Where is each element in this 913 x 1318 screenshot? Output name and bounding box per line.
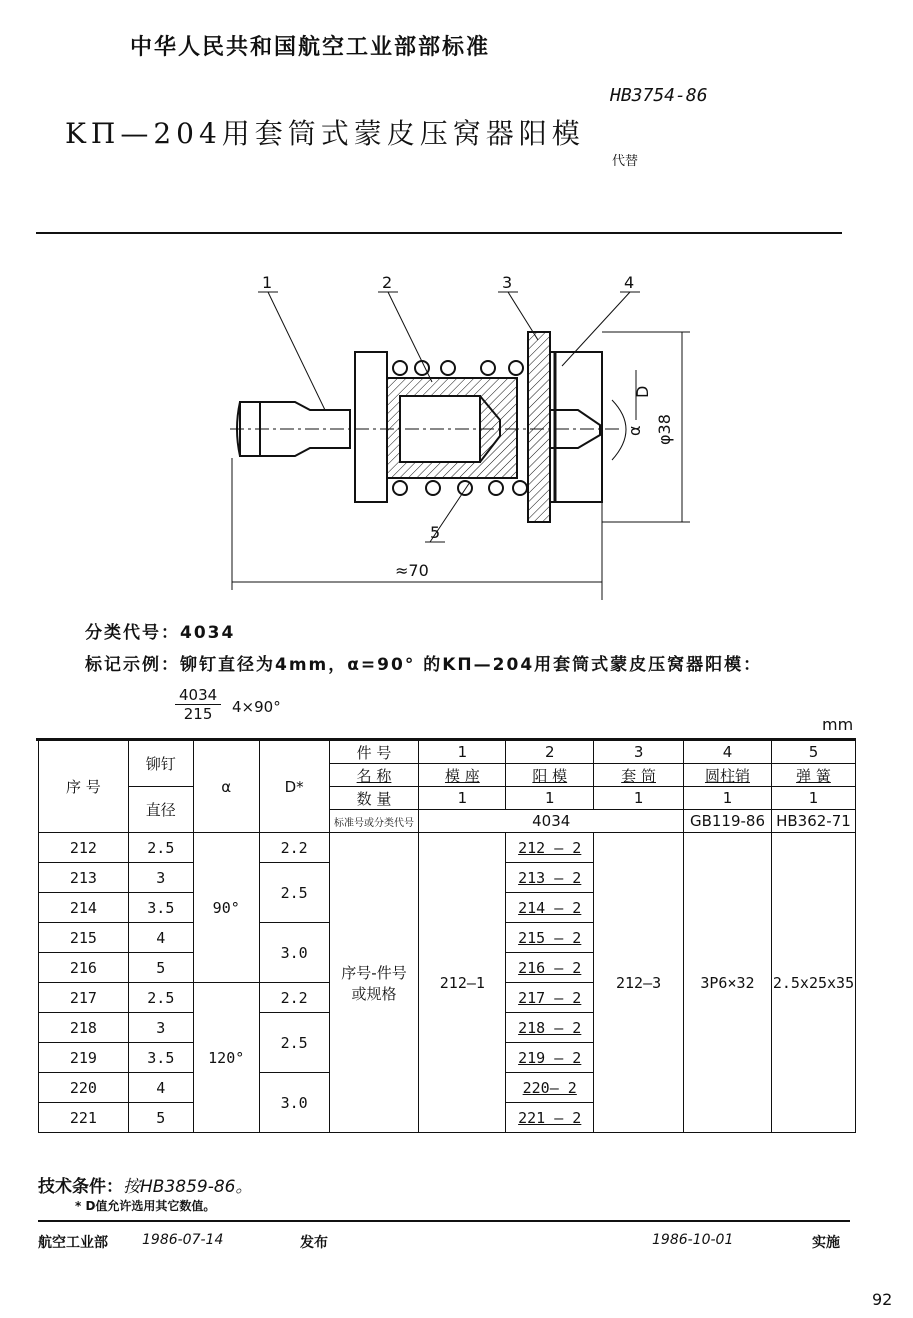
marking-text: 铆钉直径为4mm，α=90° 的KП—204用套筒式蒙皮压窝器阳模： — [180, 655, 763, 675]
row-part2: 219 — 2 — [506, 1043, 594, 1073]
marking-example-line — [85, 650, 762, 675]
issuing-organization: 中华人民共和国航空工业部部标准 — [130, 35, 491, 60]
part-name-5: 弹 簧 — [771, 764, 855, 787]
row-dia: 3 — [128, 1013, 193, 1043]
marking-suffix: 4×90° — [232, 698, 281, 716]
row-part2: 212 — 2 — [506, 833, 594, 863]
part-qty-3: 1 — [594, 787, 684, 810]
row-seq: 219 — [39, 1043, 129, 1073]
callout-4: 4 — [624, 273, 635, 292]
callout-1: 1 — [262, 273, 273, 292]
row-part2: 216 — 2 — [506, 953, 594, 983]
row-part2: 221 — 2 — [506, 1103, 594, 1133]
row-dia: 3.5 — [128, 893, 193, 923]
d-value: 2.5 — [259, 863, 329, 923]
row-seq: 213 — [39, 863, 129, 893]
part-name-1: 模 座 — [419, 764, 506, 787]
merged-label-1: 序号-件号 — [341, 963, 407, 982]
part-no-2: 2 — [506, 741, 594, 764]
document-title: KП—204用套筒式蒙皮压窝器阳模 — [65, 117, 585, 150]
part-no-4: 4 — [684, 741, 772, 764]
d-label: D — [633, 385, 652, 398]
page-number: 92 — [872, 1290, 893, 1309]
alpha-90: 90° — [193, 833, 259, 983]
part4-spec: 3P6×32 — [684, 833, 772, 1133]
callout-3: 3 — [502, 273, 513, 292]
d-value: 2.2 — [259, 833, 329, 863]
diameter-dimension: φ38 — [655, 414, 674, 445]
row-dia: 3 — [128, 863, 193, 893]
part-qty-4: 1 — [684, 787, 772, 810]
header-std: 标准号或分类代号 — [329, 810, 419, 833]
row-seq: 215 — [39, 923, 129, 953]
part-qty-1: 1 — [419, 787, 506, 810]
merged-label-2: 或规格 — [351, 984, 397, 1003]
row-part2: 217 — 2 — [506, 983, 594, 1013]
marking-label: 标记示例： — [85, 655, 180, 675]
header-rivet-2: 直径 — [128, 787, 193, 833]
table-row — [39, 833, 856, 863]
row-dia: 5 — [128, 953, 193, 983]
callout-2: 2 — [382, 273, 393, 292]
d-value: 3.0 — [259, 923, 329, 983]
row-seq: 220 — [39, 1073, 129, 1103]
std-spring: HB362-71 — [771, 810, 855, 833]
row-dia: 5 — [128, 1103, 193, 1133]
row-part2: 213 — 2 — [506, 863, 594, 893]
row-seq: 218 — [39, 1013, 129, 1043]
merged-label — [329, 833, 419, 1133]
part-no-3: 3 — [594, 741, 684, 764]
part-name-4: 圆柱销 — [684, 764, 772, 787]
part1-spec: 212—1 — [419, 833, 506, 1133]
tech-conditions-label: 技术条件： — [38, 1177, 123, 1197]
std-pin: GB119-86 — [684, 810, 772, 833]
length-dimension: ≈70 — [395, 561, 429, 580]
part-no-1: 1 — [419, 741, 506, 764]
part3-spec: 212—3 — [594, 833, 684, 1133]
document-number: HB3754-86 — [610, 85, 708, 106]
header-part-no: 件 号 — [329, 741, 419, 764]
row-part2: 218 — 2 — [506, 1013, 594, 1043]
header-alpha: α — [193, 741, 259, 833]
footnote: * D值允许选用其它数值。 — [75, 1199, 216, 1213]
row-part2: 214 — 2 — [506, 893, 594, 923]
std-4034: 4034 — [419, 810, 684, 833]
fraction-numerator: 4034 — [175, 686, 221, 705]
unit-label: mm — [822, 715, 854, 734]
header-qty: 数 量 — [329, 787, 419, 810]
row-seq: 221 — [39, 1103, 129, 1133]
d-value: 2.2 — [259, 983, 329, 1013]
row-dia: 2.5 — [128, 983, 193, 1013]
classification-value: 4034 — [180, 623, 236, 643]
row-dia: 4 — [128, 1073, 193, 1103]
part-no-5: 5 — [771, 741, 855, 764]
callout-5: 5 — [430, 523, 441, 542]
part5-spec: 2.5x25x35 — [771, 833, 855, 1133]
row-part2: 215 — 2 — [506, 923, 594, 953]
row-dia: 3.5 — [128, 1043, 193, 1073]
classification-line — [85, 618, 235, 643]
footer-divider — [38, 1220, 850, 1222]
header-rivet-1: 铆钉 — [128, 741, 193, 787]
row-seq: 217 — [39, 983, 129, 1013]
row-dia: 2.5 — [128, 833, 193, 863]
d-value: 2.5 — [259, 1013, 329, 1073]
classification-label: 分类代号： — [85, 623, 180, 643]
part-qty-2: 1 — [506, 787, 594, 810]
effective-label: 实施 — [812, 1235, 840, 1251]
replaces-label: 代替 — [612, 154, 639, 169]
header-d: D* — [259, 741, 329, 833]
part-name-3: 套 筒 — [594, 764, 684, 787]
marking-fraction — [175, 686, 221, 723]
d-value: 3.0 — [259, 1073, 329, 1133]
issue-label: 发布 — [300, 1235, 328, 1251]
part-qty-5: 1 — [771, 787, 855, 810]
header-name: 名 称 — [329, 764, 419, 787]
alpha-120: 120° — [193, 983, 259, 1133]
row-dia: 4 — [128, 923, 193, 953]
effective-date: 1986-10-01 — [652, 1232, 734, 1248]
assembly-drawing — [200, 270, 720, 610]
fraction-denominator: 215 — [183, 705, 213, 723]
issue-date: 1986-07-14 — [142, 1232, 224, 1248]
alpha-label: α — [625, 425, 644, 436]
header-seq: 序 号 — [39, 741, 129, 833]
tech-conditions — [38, 1172, 252, 1197]
tech-conditions-value: 按HB3859-86。 — [123, 1177, 253, 1197]
row-seq: 214 — [39, 893, 129, 923]
issuer: 航空工业部 — [38, 1235, 108, 1251]
header-divider — [36, 232, 842, 234]
specification-table — [38, 740, 856, 1133]
row-part2: 220— 2 — [506, 1073, 594, 1103]
part-name-2: 阳 模 — [506, 764, 594, 787]
row-seq: 216 — [39, 953, 129, 983]
row-seq: 212 — [39, 833, 129, 863]
